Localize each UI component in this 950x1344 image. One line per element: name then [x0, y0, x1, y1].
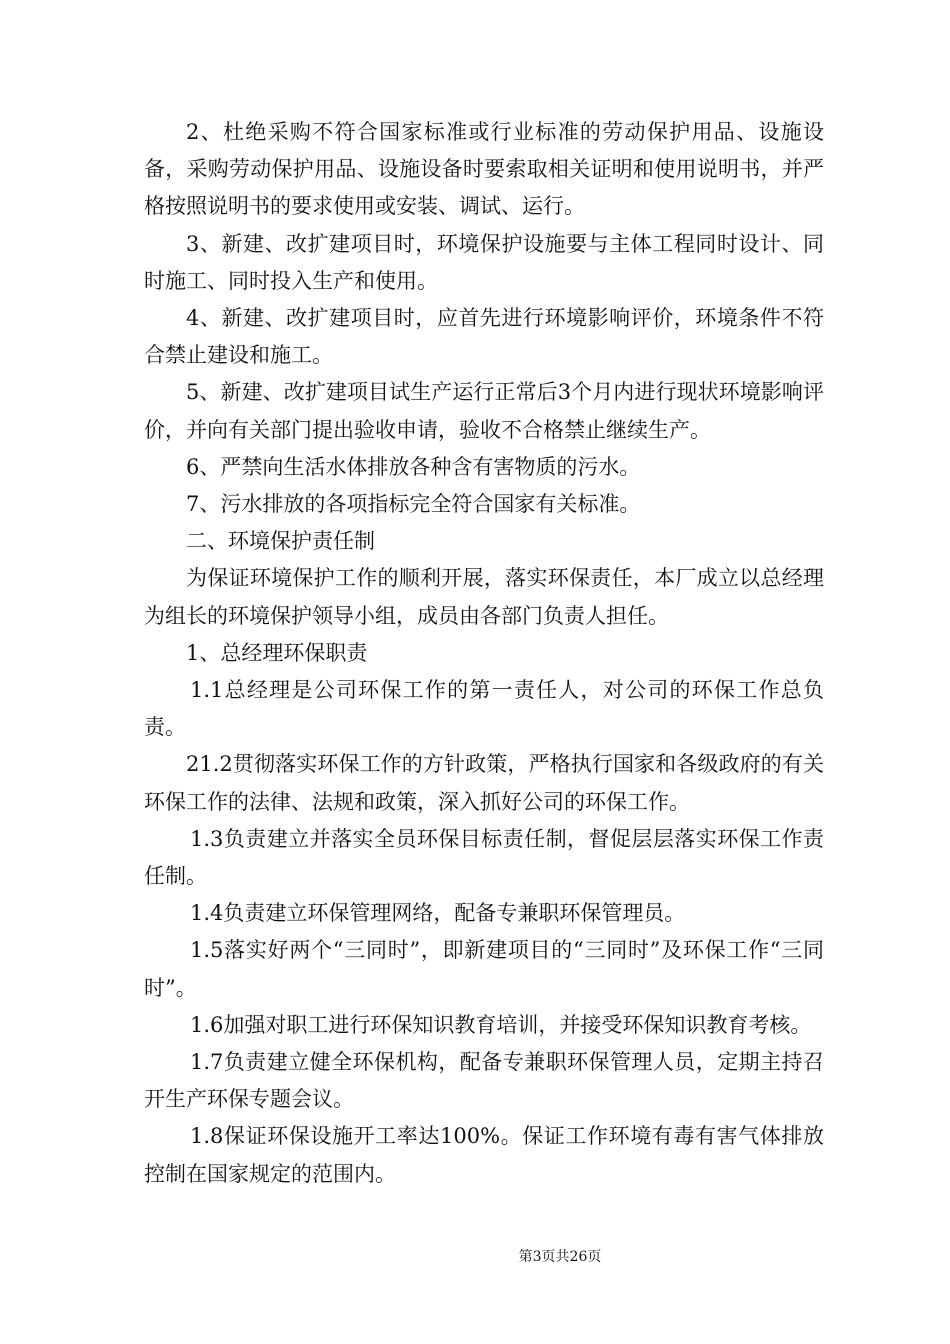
paragraph-5: 6、严禁向生活水体排放各种含有害物质的污水。 [186, 454, 641, 479]
item-1-8: 1.8保证环保设施开工率达100%。保证工作环境有毒有害气体排放控制在国家规定的范围内。 [144, 1124, 824, 1186]
subsection-heading: 1、总经理环保职责 [186, 640, 368, 665]
paragraph-1: 2、杜绝采购不符合国家标准或行业标准的劳动保护用品、设施设备，采购劳动保护用品、设施设备时要索取相关证明和使用说明书，并严格按照说明书的要求使用或安装、调试、运行。 [144, 120, 824, 219]
paragraph-intro: 为保证环境保护工作的顺利开展，落实环保责任，本厂成立以总经理为组长的环境保护领导小组，成员由各部门负责人担任。 [144, 566, 824, 628]
paragraph-4: 5、新建、改扩建项目试生产运行正常后3个月内进行现状环境影响评价，并向有关部门提出验收申请，验收不合格禁止继续生产。 [144, 380, 824, 442]
paragraph-2: 3、新建、改扩建项目时，环境保护设施要与主体工程同时设计、同时施工、同时投入生产和使用。 [144, 231, 824, 293]
page-number: 第3页共26页 [518, 1249, 602, 1265]
section-heading: 二、环境保护责任制 [186, 529, 375, 554]
item-1-6: 1.6加强对职工进行环保知识教育培训，并接受环保知识教育考核。 [190, 1012, 812, 1037]
item-1-5: 1.5落实好两个“三同时”，即新建项目的“三同时”及环保工作“三同时”。 [144, 938, 824, 1000]
paragraph-3: 4、新建、改扩建项目时，应首先进行环境影响评价，环境条件不符合禁止建设和施工。 [144, 306, 824, 368]
paragraph-6: 7、污水排放的各项指标完全符合国家有关标准。 [186, 492, 641, 517]
item-1-1: 1.1总经理是公司环保工作的第一责任人，对公司的环保工作总负责。 [144, 678, 824, 740]
item-1-2: 21.2贯彻落实环保工作的方针政策，严格执行国家和各级政府的有关环保工作的法律、法规和政策，深入抓好公司的环保工作。 [144, 752, 824, 814]
item-1-4: 1.4负责建立环保管理网络，配备专兼职环保管理员。 [190, 901, 686, 926]
item-1-3: 1.3负责建立并落实全员环保目标责任制，督促层层落实环保工作责任制。 [144, 826, 824, 889]
item-1-7: 1.7负责建立健全环保机构，配备专兼职环保管理人员，定期主持召开生产环保专题会议。 [144, 1050, 824, 1112]
document-body [144, 114, 824, 1193]
